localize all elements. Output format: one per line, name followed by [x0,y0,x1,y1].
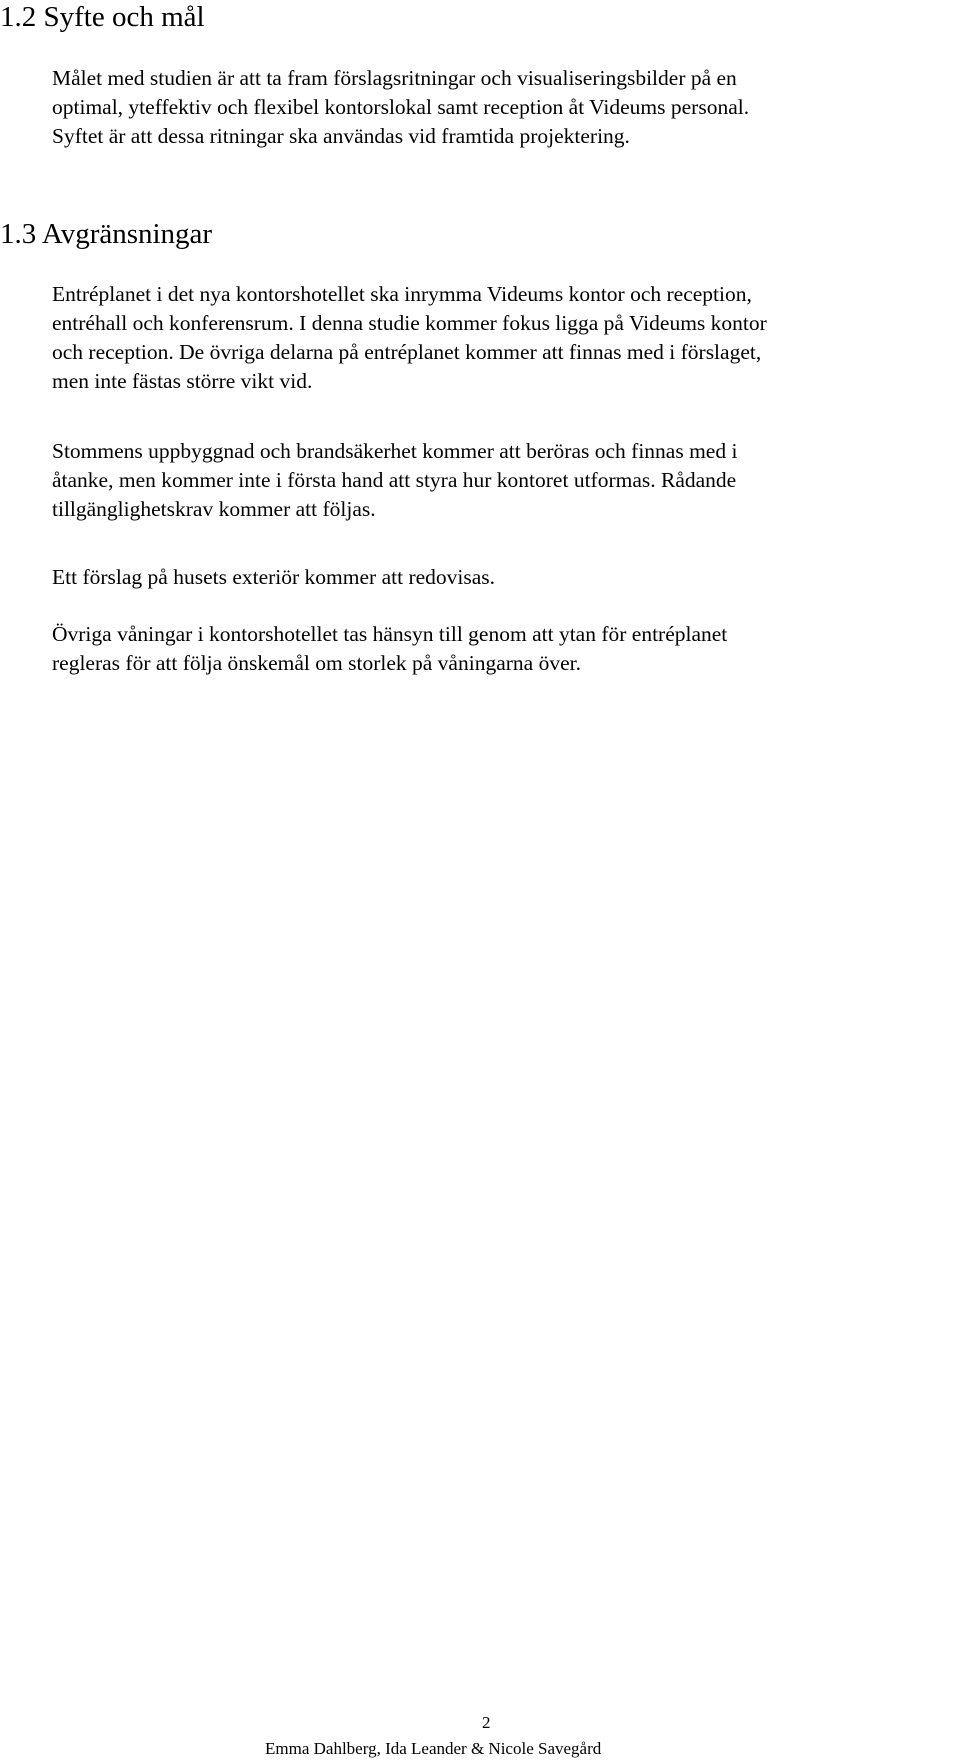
text-line: Entréplanet i det nya kontorshotellet ska inrymma Videums kontor och reception, [52,282,752,306]
text-line: Målet med studien är att ta fram förslagsritningar och visualiseringsbilder på en [52,66,737,90]
text-line: regleras för att följa önskemål om storlek på våningarna över. [52,651,581,675]
text-line: men inte fästas större vikt vid. [52,369,313,393]
text-line: Ett förslag på husets exteriör kommer att redovisas. [52,565,496,589]
text-line: Syftet är att dessa ritningar ska användas vid framtida projektering. [52,124,630,148]
section-heading-avgransningar: 1.3 Avgränsningar [0,218,213,250]
section-heading-syfte-och-mal: 1.2 Syfte och mål [0,1,205,33]
page-number: 2 [482,1713,491,1732]
paragraph-stommens [52,437,960,524]
paragraph-syfte [52,64,960,151]
text-line: och reception. De övriga delarna på entréplanet kommer att finnas med i förslaget, [52,340,762,364]
text-line: entréhall och konferensrum. I denna studie kommer fokus ligga på Videums kontor [52,311,767,335]
text-line: åtanke, men kommer inte i första hand att styra hur kontoret utformas. Rådande [52,468,737,492]
paragraph-exterior [52,563,960,592]
text-line: Stommens uppbyggnad och brandsäkerhet kommer att beröras och finnas med i [52,439,738,463]
paragraph-ovriga-vaningar [52,620,960,678]
text-line: optimal, yteffektiv och flexibel kontorslokal samt reception åt Videums personal. [52,95,750,119]
text-line: Övriga våningar i kontorshotellet tas hänsyn till genom att ytan för entréplanet [52,622,728,646]
text-line: tillgänglighetskrav kommer att följas. [52,497,376,521]
paragraph-entreplanet [52,280,960,396]
footer-authors: Emma Dahlberg, Ida Leander & Nicole Savegård [265,1739,602,1758]
